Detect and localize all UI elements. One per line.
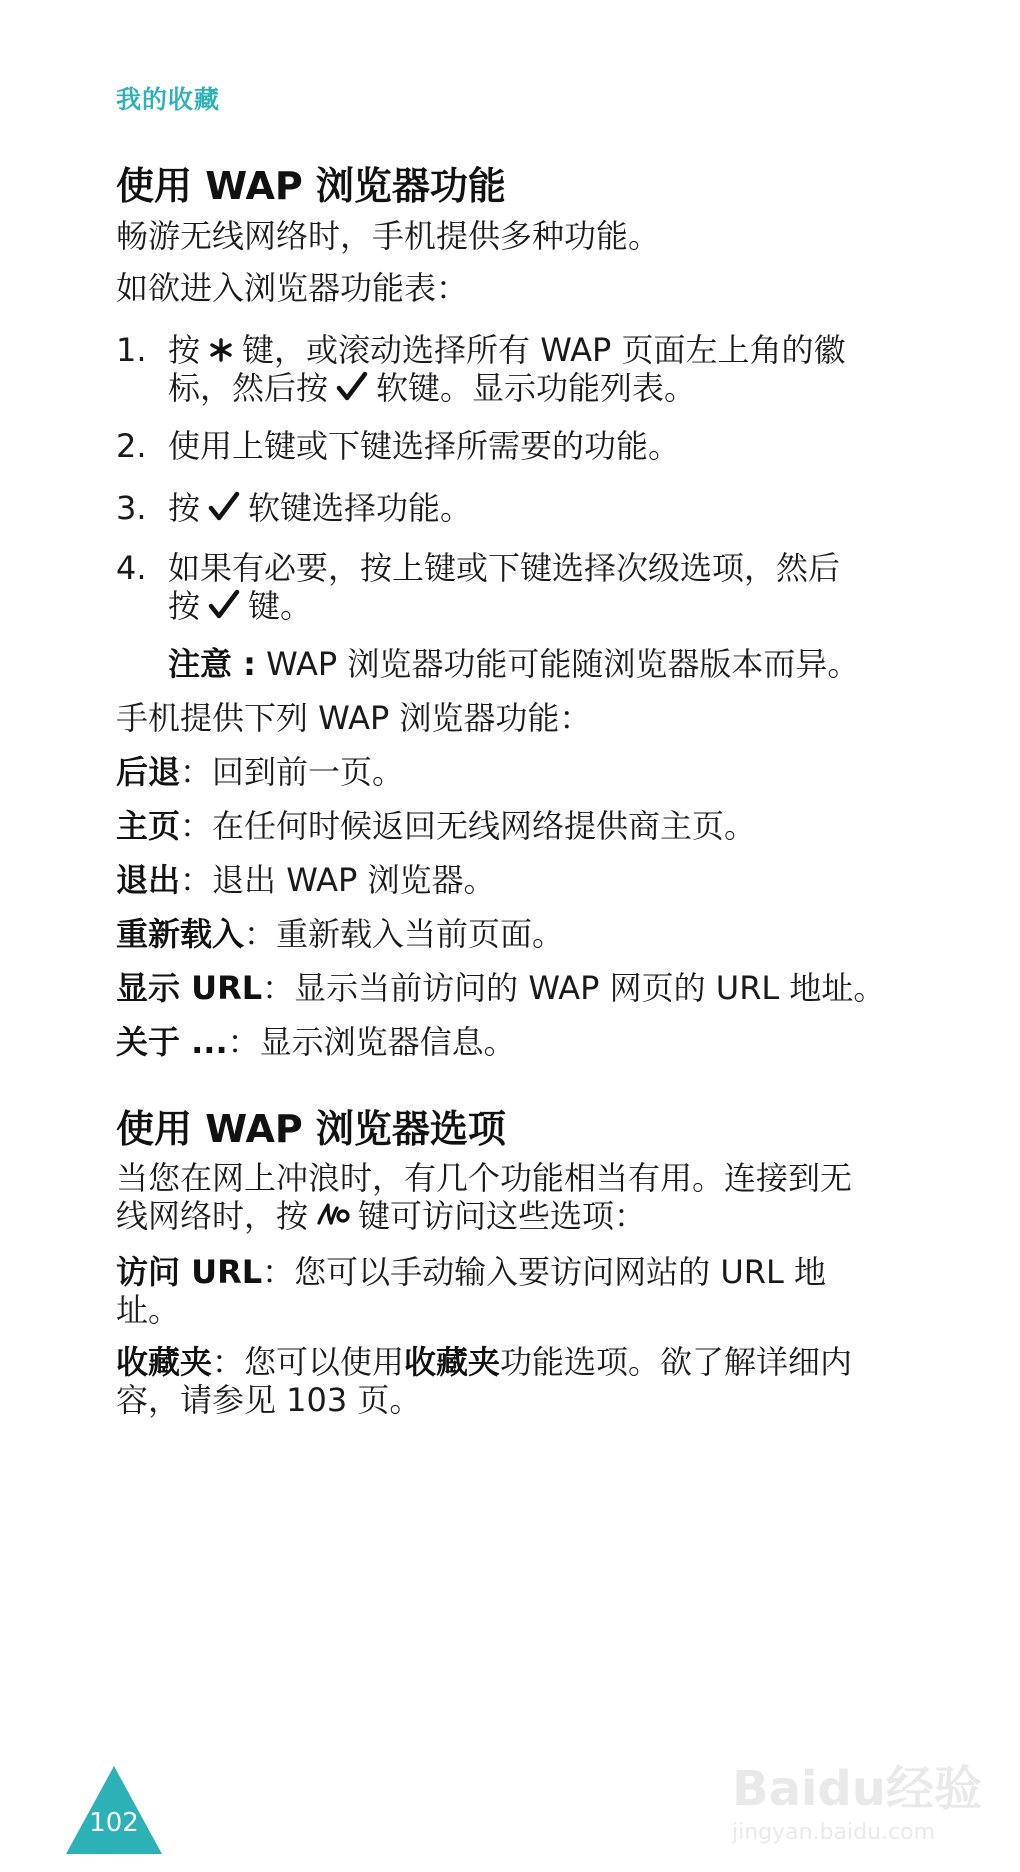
wap-key-icon [316, 1196, 350, 1240]
option-favorites-line-2: 容，请参见 103 页。 [116, 1381, 422, 1419]
step-number: 1. [116, 331, 147, 369]
watermark-url: jingyan.baidu.com [732, 1820, 936, 1845]
step-2-line-1: 使用上键或下键选择所需要的功能。 [168, 427, 681, 465]
option-visit-url-line-1 [116, 1250, 826, 1294]
option-inline-bold: 收藏夹 [404, 1343, 501, 1381]
checkmark-softkey-icon [208, 488, 240, 532]
feature-label: 重新载入 [116, 915, 245, 953]
note [168, 642, 859, 686]
feature-text: ：退出 WAP 浏览器。 [180, 861, 496, 899]
features-intro: 手机提供下列 WAP 浏览器功能： [116, 699, 592, 737]
feature-item [116, 750, 404, 794]
step-text: 按 [168, 489, 201, 527]
option-text: ：您可以使用 [212, 1343, 405, 1381]
feature-item [116, 966, 885, 1010]
option-text: 功能选项。欲了解详细内 [500, 1343, 853, 1381]
step-1-line-2 [168, 366, 696, 412]
feature-text: ：回到前一页。 [180, 753, 405, 791]
feature-label: 退出 [116, 861, 181, 899]
paragraph-text: 键可访问这些选项： [358, 1197, 647, 1235]
step-text: 软键。显示功能列表。 [376, 369, 697, 407]
step-number: 4. [116, 549, 147, 587]
paragraph-text: 线网络时，按 [116, 1197, 309, 1235]
feature-text: ：显示当前访问的 WAP 网页的 URL 地址。 [262, 969, 886, 1007]
feature-text: ：显示浏览器信息。 [227, 1023, 516, 1061]
feature-item [116, 804, 756, 848]
watermark [732, 1728, 982, 1868]
feature-text: ：重新载入当前页面。 [244, 915, 565, 953]
option-label: 访问 URL [116, 1253, 263, 1291]
page-number: 102 [89, 1808, 139, 1838]
step-text: 按 [168, 331, 201, 369]
checkmark-softkey-icon [208, 586, 240, 630]
options-paragraph-line-2 [116, 1194, 646, 1240]
watermark-brand: Baidu经验 [732, 1761, 982, 1817]
step-text: 软键选择功能。 [248, 489, 473, 527]
feature-label: 关于 ... [116, 1023, 228, 1061]
option-text: ：您可以手动输入要访问网站的 URL 地 [262, 1253, 827, 1291]
running-head: 我的收藏 [116, 85, 221, 114]
step-text: 键。 [248, 587, 313, 625]
feature-label: 主页 [116, 807, 181, 845]
feature-text: ：在任何时候返回无线网络提供商主页。 [180, 807, 757, 845]
section-heading-options: 使用 WAP 浏览器选项 [116, 1107, 506, 1151]
section-heading-functions: 使用 WAP 浏览器功能 [116, 164, 506, 208]
feature-item [116, 1020, 516, 1064]
intro-paragraph: 畅游无线网络时，手机提供多种功能。 [116, 217, 661, 255]
feature-item [116, 912, 564, 956]
option-label: 收藏夹 [116, 1343, 213, 1381]
option-visit-url-line-2: 址。 [116, 1291, 181, 1329]
step-3-line-1 [168, 486, 472, 532]
step-number: 3. [116, 489, 147, 527]
feature-item [116, 858, 495, 902]
intro-paragraph-2: 如欲进入浏览器功能表： [116, 269, 469, 307]
step-4-line-1: 如果有必要，按上键或下键选择次级选项，然后 [168, 549, 841, 587]
feature-label: 显示 URL [116, 969, 263, 1007]
step-text: 按 [168, 587, 201, 625]
note-label: 注意 : [168, 645, 256, 683]
note-text: WAP 浏览器功能可能随浏览器版本而异。 [255, 645, 860, 683]
step-text: 键，或滚动选择所有 WAP 页面左上角的徽 [242, 331, 846, 369]
feature-label: 后退 [116, 753, 181, 791]
step-number: 2. [116, 427, 147, 465]
step-text: 标，然后按 [168, 369, 329, 407]
options-paragraph-line-1: 当您在网上冲浪时，有几个功能相当有用。连接到无 [116, 1159, 853, 1197]
step-4-line-2 [168, 584, 312, 630]
checkmark-softkey-icon [336, 368, 368, 412]
